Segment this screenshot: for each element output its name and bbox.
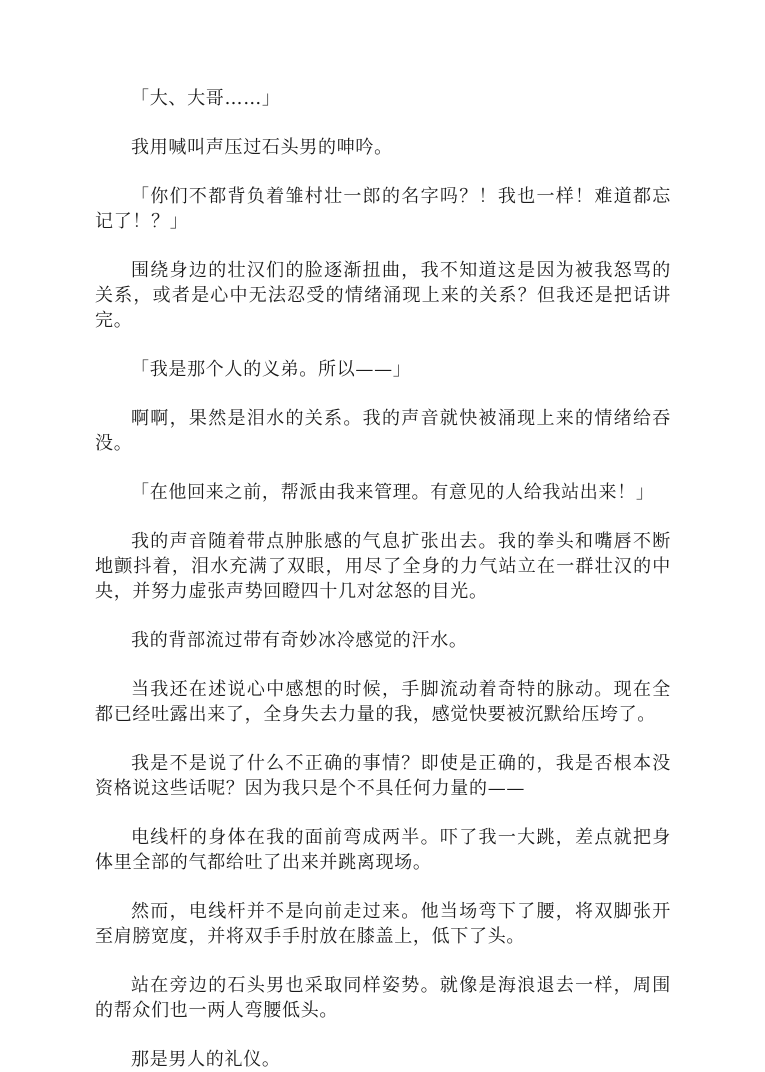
paragraph-9: 我的背部流过带有奇妙冰冷感觉的汗水。	[131, 630, 468, 651]
paragraph-12: 电线杆的身体在我的面前弯成两半。吓了我一大跳，差点就把身体里全部的气都给吐了出来并跳离现场。	[95, 827, 671, 873]
paragraph-7: 「在他回来之前，帮派由我来管理。有意见的人给我站出来！」	[131, 482, 655, 503]
paragraph-11: 我是不是说了什么不正确的事情？即使是正确的，我是否根本没资格说这些话呢？因为我只是个不具任何力量的——	[95, 753, 671, 799]
paragraph-8: 我的声音随着带点肿胀感的气息扩张出去。我的拳头和嘴唇不断地颤抖着，泪水充满了双眼，用尽了全身的力气站立在一群壮汉的中央，并努力虚张声势回瞪四十几对忿怒的目光。	[95, 531, 671, 602]
paragraph-5: 「我是那个人的义弟。所以——」	[131, 359, 412, 380]
paragraph-6: 啊啊，果然是泪水的关系。我的声音就快被涌现上来的情绪给吞没。	[95, 408, 671, 454]
paragraph-2: 我用喊叫声压过石头男的呻吟。	[131, 137, 393, 158]
paragraph-15: 那是男人的礼仪。	[131, 1049, 281, 1070]
paragraph-3: 「你们不都背负着雏村壮一郎的名字吗？！我也一样！难道都忘记了！？」	[95, 186, 671, 232]
paragraph-13: 然而，电线杆并不是向前走过来。他当场弯下了腰，将双脚张开至肩膀宽度，并将双手手肘放在膝盖上，低下了头。	[95, 901, 671, 947]
paragraph-14: 站在旁边的石头男也采取同样姿势。就像是海浪退去一样，周围的帮众们也一两人弯腰低头。	[95, 975, 671, 1021]
paragraph-1: 「大、大哥……」	[131, 88, 281, 109]
paragraph-10: 当我还在述说心中感想的时候，手脚流动着奇特的脉动。现在全都已经吐露出来了，全身失去力量的我，感觉快要被沉默给压垮了。	[95, 679, 671, 725]
paragraph-4: 围绕身边的壮汉们的脸逐渐扭曲，我不知道这是因为被我怒骂的关系，或者是心中无法忍受的情绪涌现上来的关系？但我还是把话讲完。	[95, 260, 671, 331]
